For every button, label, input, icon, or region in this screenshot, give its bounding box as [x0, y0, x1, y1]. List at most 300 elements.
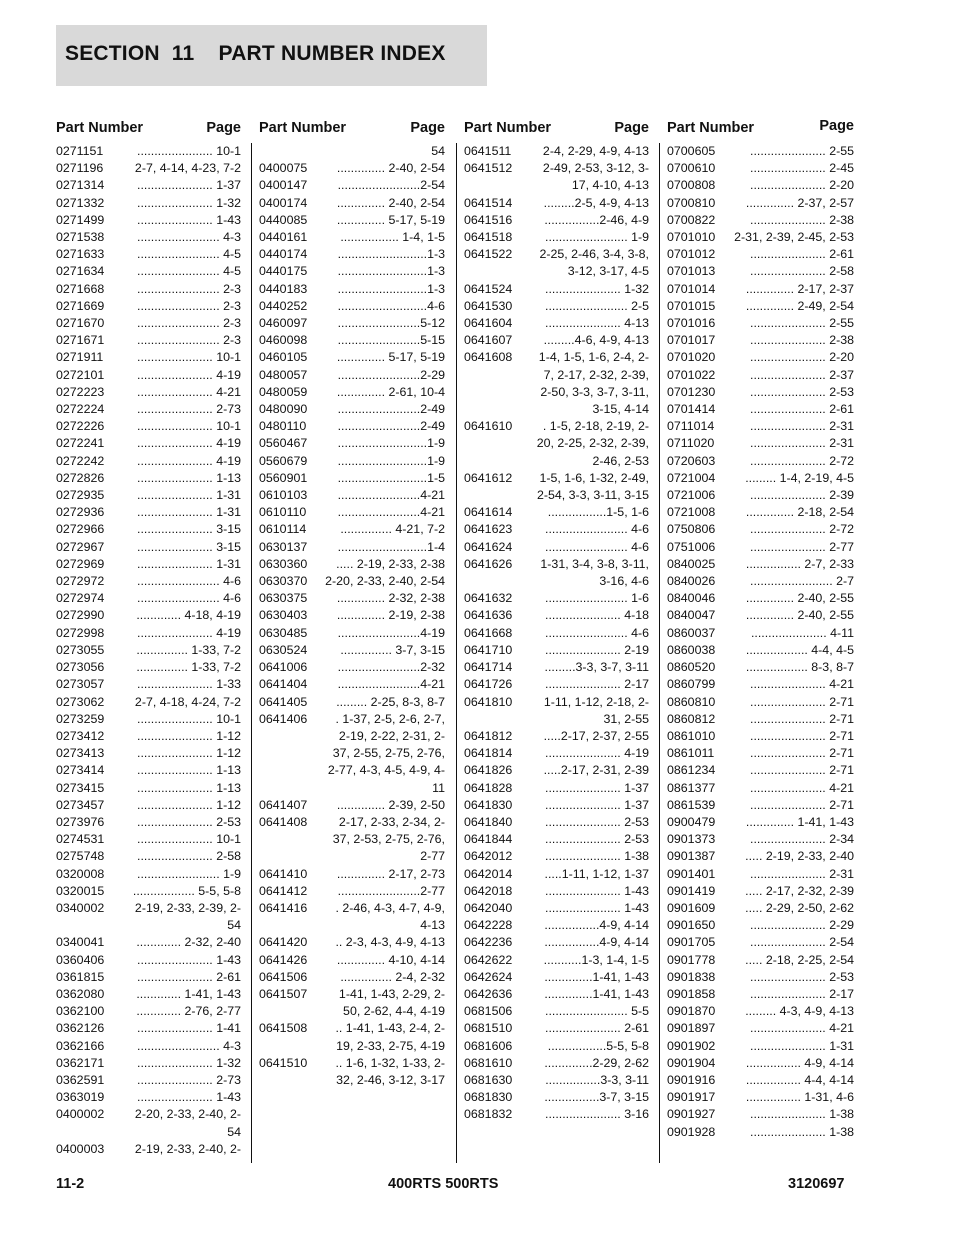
page-reference: 2-19, 2-33, 2-40, 2-	[134, 1141, 241, 1156]
index-entry	[667, 1124, 854, 1141]
index-entry	[259, 659, 445, 676]
page-reference: ................2-46, 4-9	[544, 212, 649, 227]
index-entry	[56, 952, 241, 969]
part-number: 0901858	[667, 986, 716, 1001]
index-entry	[464, 349, 649, 418]
index-entry	[56, 1003, 241, 1020]
page-reference: ........................ 4-6	[137, 574, 241, 589]
part-number: 0272990	[56, 608, 105, 623]
index-entry	[464, 229, 649, 246]
page-reference: 54	[431, 144, 445, 158]
index-entry	[464, 848, 649, 865]
index-entry	[259, 952, 445, 969]
part-number: 0400147	[259, 178, 308, 193]
index-entry	[667, 573, 854, 590]
index-entry	[56, 590, 241, 607]
page-reference: ...................... 4-18	[545, 608, 649, 623]
page-reference: ......... 1-4, 2-19, 4-5	[745, 470, 854, 485]
page-header: Page	[614, 120, 649, 136]
part-number: 0400003	[56, 1141, 105, 1156]
page-reference: ...................... 2-34	[750, 832, 854, 847]
page-reference: ...................... 2-71	[750, 746, 854, 761]
page-reference: ................ 2-7, 2-33	[745, 556, 854, 571]
page-reference: ........................ 1-9	[137, 866, 241, 881]
index-entry	[667, 676, 854, 693]
part-number: 0901927	[667, 1107, 716, 1122]
index-entry	[464, 504, 649, 521]
part-number: 0340041	[56, 935, 105, 950]
index-entry	[464, 780, 649, 797]
index-entry	[667, 900, 854, 917]
index-entry	[56, 521, 241, 538]
page-reference: ...................... 1-31	[750, 1038, 854, 1053]
page-reference: ...................... 4-21	[137, 384, 241, 399]
page-reference: .............. 2-40, 2-55	[745, 591, 854, 606]
page-reference: 2-20, 2-33, 2-40, 2-54	[134, 1107, 241, 1139]
page-reference: ...................... 3-16	[545, 1107, 649, 1122]
page-reference: ...................... 2-72	[750, 522, 854, 537]
page-reference: ..........................1-3	[337, 264, 445, 279]
page-reference: .............. 2-40, 2-54	[336, 195, 445, 210]
part-number: 0340002	[56, 900, 105, 915]
page-reference: ...................... 1-32	[545, 281, 649, 296]
index-entry	[667, 969, 854, 986]
page-reference: ..........................1-3	[337, 247, 445, 262]
index-entry	[56, 281, 241, 298]
part-number: 0721008	[667, 505, 716, 520]
index-entry	[667, 642, 854, 659]
index-entry	[56, 1055, 241, 1072]
part-number: 0720603	[667, 453, 716, 468]
page-reference: .............. 2-17, 2-73	[336, 866, 445, 881]
index-entry	[667, 831, 854, 848]
part-number: 0701013	[667, 264, 716, 279]
page-reference: ........................ 1-6	[545, 591, 649, 606]
part-number: 0700605	[667, 144, 716, 158]
page-reference: ........................ 2-5	[545, 298, 649, 313]
page-reference: ........................ 2-3	[137, 298, 241, 313]
part-number: 0641810	[464, 694, 513, 709]
index-entry	[667, 298, 854, 315]
index-entry	[464, 521, 649, 538]
part-number: 0901609	[667, 900, 716, 915]
index-entry	[464, 1003, 649, 1020]
column-divider	[251, 143, 252, 1163]
page-reference: ...................... 1-12	[137, 728, 241, 743]
page-reference: ...................... 2-53	[750, 384, 854, 399]
index-entry	[259, 367, 445, 384]
part-number: 0641610	[464, 419, 513, 434]
part-number: 0271669	[56, 298, 105, 313]
page-reference: ...................... 1-32	[137, 195, 241, 210]
part-number: 0440174	[259, 247, 308, 262]
index-entry	[56, 298, 241, 315]
part-number: 0641407	[259, 797, 308, 812]
page-reference: ..... 2-19, 2-33, 2-40	[745, 849, 854, 864]
index-entry	[56, 453, 241, 470]
part-number: 0362166	[56, 1038, 105, 1053]
page-reference: ...................... 10-1	[137, 832, 241, 847]
part-number: 0273976	[56, 814, 105, 829]
part-number: 0560679	[259, 453, 308, 468]
page-reference: ...................... 3-15	[137, 522, 241, 537]
index-entry	[667, 866, 854, 883]
part-number: 0362080	[56, 986, 105, 1001]
part-number: 0480057	[259, 367, 308, 382]
index-entry	[667, 212, 854, 229]
part-number: 0860799	[667, 677, 716, 692]
page-reference: ..... 2-29, 2-50, 2-62	[745, 900, 854, 915]
index-entry	[464, 332, 649, 349]
part-number: 0460097	[259, 316, 308, 331]
column-divider	[456, 143, 457, 1163]
entry-list	[56, 143, 241, 1158]
page-reference: ...................... 2-61	[137, 969, 241, 984]
index-entry	[464, 934, 649, 951]
index-entry	[56, 986, 241, 1003]
page-reference: .............. 2-49, 2-54	[745, 298, 854, 313]
page-reference: ............. 2-76, 2-77	[136, 1004, 241, 1019]
page-reference: ...................... 4-21	[750, 780, 854, 795]
index-entry	[56, 143, 241, 160]
page-reference: ...................... 2-31	[750, 436, 854, 451]
part-number: 0641522	[464, 247, 513, 262]
page-reference: ...................... 1-43	[137, 212, 241, 227]
part-number: 0860812	[667, 711, 716, 726]
part-number: 0480090	[259, 402, 308, 417]
page-reference: ........................4-21	[337, 488, 445, 503]
part-number: 0641844	[464, 832, 513, 847]
index-entry	[667, 160, 854, 177]
part-number: 0273457	[56, 797, 105, 812]
index-entry	[464, 246, 649, 280]
part-number: 0271668	[56, 281, 105, 296]
part-number: 0641614	[464, 505, 513, 520]
index-entry	[667, 315, 854, 332]
index-entry	[56, 762, 241, 779]
index-entry	[464, 917, 649, 934]
index-entry	[667, 1072, 854, 1089]
index-entry	[56, 866, 241, 883]
index-entry	[259, 969, 445, 986]
part-number: 0641516	[464, 212, 513, 227]
index-entry	[56, 607, 241, 624]
index-entry	[56, 349, 241, 366]
part-number: 0901650	[667, 918, 716, 933]
index-entry	[464, 831, 649, 848]
index-entry	[667, 1106, 854, 1123]
part-number: 0361815	[56, 969, 105, 984]
part-number: 0271671	[56, 333, 105, 348]
part-number: 0641420	[259, 935, 308, 950]
index-entry	[56, 900, 241, 934]
part-number: 0901904	[667, 1055, 716, 1070]
part-number: 0642040	[464, 900, 513, 915]
page-reference: 2-31, 2-39, 2-45, 2-53	[734, 230, 854, 245]
index-entry	[464, 281, 649, 298]
index-entry	[56, 487, 241, 504]
index-entry	[667, 711, 854, 728]
index-entry	[259, 246, 445, 263]
index-entry	[667, 521, 854, 538]
index-entry	[667, 1038, 854, 1055]
index-entry	[56, 367, 241, 384]
index-entry	[667, 177, 854, 194]
part-number: 0274531	[56, 832, 105, 847]
index-entry	[56, 332, 241, 349]
page-reference: ........................5-15	[337, 333, 445, 348]
page-reference: ...................... 2-31	[750, 866, 854, 881]
page-reference: ...................... 1-31	[137, 505, 241, 520]
index-entry	[259, 539, 445, 556]
index-entry	[259, 332, 445, 349]
page-reference: 2-49, 2-53, 3-12, 3-17, 4-10, 4-13	[542, 161, 649, 193]
page-reference: ........................ 2-3	[137, 281, 241, 296]
page-header: Page	[410, 120, 445, 136]
index-entry	[56, 315, 241, 332]
index-entry	[464, 539, 649, 556]
index-entry	[667, 694, 854, 711]
page-reference: ...................... 1-37	[545, 797, 649, 812]
index-entry	[259, 435, 445, 452]
page-reference: ............... 1-33, 7-2	[136, 660, 241, 675]
page-reference: ...................... 1-13	[137, 470, 241, 485]
index-entry	[259, 470, 445, 487]
index-column-1	[56, 120, 241, 1156]
page-reference: ........................ 4-6	[137, 591, 241, 606]
index-entry	[259, 625, 445, 642]
part-number: 0272972	[56, 574, 105, 589]
index-entry	[667, 848, 854, 865]
part-number: 0901928	[667, 1124, 716, 1139]
page-reference: ...................... 2-29	[750, 918, 854, 933]
page-reference: ................ 4-9, 4-14	[745, 1055, 854, 1070]
page-reference: .............. 2-40, 2-55	[745, 608, 854, 623]
part-number: 0901916	[667, 1072, 716, 1087]
index-entry	[464, 694, 649, 728]
part-number: 0641405	[259, 694, 308, 709]
page-reference: ...................... 2-31	[750, 419, 854, 434]
index-entry	[667, 539, 854, 556]
part-number: 0630485	[259, 625, 308, 640]
part-number: 0641514	[464, 195, 513, 210]
part-number: 0681832	[464, 1107, 513, 1122]
index-entry	[464, 952, 649, 969]
part-number: 0271151	[56, 144, 104, 158]
part-number: 0641511	[464, 144, 512, 158]
page-reference: ............. 2-32, 2-40	[136, 935, 241, 950]
part-number: 0440183	[259, 281, 308, 296]
part-number: 0641416	[259, 900, 308, 915]
index-entry	[56, 539, 241, 556]
index-entry	[667, 780, 854, 797]
page-reference: ................4-9, 4-14	[544, 935, 649, 950]
page-reference: ...................... 4-19	[137, 453, 241, 468]
part-number: 0275748	[56, 849, 105, 864]
index-entry	[259, 694, 445, 711]
page-reference: ...................... 2-37	[750, 367, 854, 382]
index-entry	[667, 418, 854, 435]
index-entry	[667, 367, 854, 384]
page-reference: ........................2-54	[337, 178, 445, 193]
page-reference: 2-7, 4-14, 4-23, 7-2	[134, 161, 241, 176]
page-reference: ...................... 4-21	[750, 1021, 854, 1036]
index-entry	[259, 315, 445, 332]
part-number: 0271911	[56, 350, 104, 365]
index-entry	[259, 866, 445, 883]
part-number: 0271332	[56, 195, 105, 210]
part-number: 0560901	[259, 470, 308, 485]
page-reference: ..... 2-19, 2-33, 2-38	[336, 556, 445, 571]
part-number: 0901373	[667, 832, 716, 847]
page-reference: ........................2-49	[337, 419, 445, 434]
part-number: 0272101	[56, 367, 105, 382]
part-number: 0750806	[667, 522, 716, 537]
page-reference: .............. 2-39, 2-50	[336, 797, 445, 812]
page-reference: ..............1-41, 1-43	[544, 986, 649, 1001]
page-reference: ...................... 2-58	[137, 849, 241, 864]
page-reference: ...................... 2-55	[750, 316, 854, 331]
page-reference: ...................... 2-38	[750, 333, 854, 348]
index-entry	[259, 900, 445, 934]
index-entry	[667, 745, 854, 762]
page-reference: ................4-9, 4-14	[544, 918, 649, 933]
page-reference: 2-25, 2-46, 3-4, 3-8, 3-12, 3-17, 4-5	[539, 247, 649, 279]
page-reference: ........................2-49	[337, 402, 445, 417]
index-entry	[56, 780, 241, 797]
part-number: 0861010	[667, 728, 716, 743]
page-reference: ........................ 2-3	[137, 316, 241, 331]
part-number: 0681506	[464, 1004, 513, 1019]
part-number: 0901705	[667, 935, 716, 950]
index-entry	[464, 470, 649, 504]
page-reference: ...................... 4-19	[137, 367, 241, 382]
index-entry	[464, 728, 649, 745]
part-number: 0273412	[56, 728, 105, 743]
index-entry	[464, 1055, 649, 1072]
page-reference: ...................... 2-61	[750, 247, 854, 262]
index-entry	[56, 969, 241, 986]
part-number: 0641668	[464, 625, 513, 640]
page-reference: ........................4-21	[337, 677, 445, 692]
page-reference: ...................... 2-71	[750, 694, 854, 709]
index-entry	[56, 1141, 241, 1158]
index-entry	[56, 1072, 241, 1089]
part-number: 0360406	[56, 952, 105, 967]
index-entry	[259, 160, 445, 177]
part-number: 0642012	[464, 849, 513, 864]
index-entry	[259, 212, 445, 229]
part-number: 0480059	[259, 384, 308, 399]
page-reference: ...................... 2-61	[545, 1021, 649, 1036]
part-number: 0711014	[667, 419, 715, 434]
part-number: 0272826	[56, 470, 105, 485]
page-reference: ........................2-29	[337, 367, 445, 382]
page-reference: . 2-46, 4-3, 4-7, 4-9, 4-13	[335, 900, 445, 933]
index-entry	[464, 418, 649, 470]
part-number: 0630370	[259, 574, 308, 589]
index-entry	[464, 986, 649, 1003]
index-entry	[259, 384, 445, 401]
page-reference: ...................... 2-53	[545, 832, 649, 847]
index-entry	[56, 263, 241, 280]
page-reference: ..........................1-9	[337, 453, 445, 468]
part-number: 0272966	[56, 522, 105, 537]
index-entry	[667, 986, 854, 1003]
part-number: 0400002	[56, 1107, 105, 1122]
part-number: 0362171	[56, 1055, 105, 1070]
index-entry	[667, 384, 854, 401]
page-reference: ...................... 1-13	[137, 763, 241, 778]
footer-doc-number: 3120697	[788, 1176, 845, 1192]
part-number: 0272242	[56, 453, 105, 468]
part-number: 0400075	[259, 161, 308, 176]
part-number: 0901917	[667, 1090, 716, 1105]
page-reference: ...................... 1-33	[137, 677, 241, 692]
index-entry	[56, 1106, 241, 1140]
page-reference: ...................... 2-71	[750, 711, 854, 726]
page-reference: ...................... 1-38	[750, 1124, 854, 1139]
part-number: 0711020	[667, 436, 715, 451]
index-entry	[56, 676, 241, 693]
page-reference: ............... 1-33, 7-2	[136, 642, 241, 657]
page-reference: .................1-5, 1-6	[547, 505, 649, 520]
page-reference: .........2-5, 4-9, 4-13	[543, 195, 649, 210]
index-entry	[667, 349, 854, 366]
page-header: Page	[206, 120, 241, 136]
page-reference: ...................... 2-71	[750, 797, 854, 812]
page-reference: 1-5, 1-6, 1-32, 2-49, 2-54, 3-3, 3-11, 3-15	[536, 470, 649, 503]
index-entry	[259, 143, 445, 160]
page-reference: ...................... 4-19	[545, 746, 649, 761]
part-number: 0641410	[259, 866, 308, 881]
index-entry	[464, 866, 649, 883]
page-reference: ...................... 1-13	[137, 780, 241, 795]
index-entry	[464, 607, 649, 624]
page-reference: .................. 8-3, 8-7	[745, 660, 854, 675]
index-entry	[56, 1020, 241, 1037]
column-header	[464, 120, 649, 140]
part-number: 0272936	[56, 505, 105, 520]
page-reference: 2-20, 2-33, 2-40, 2-54	[325, 574, 445, 589]
page-reference: ...................... 4-13	[545, 316, 649, 331]
index-entry	[56, 831, 241, 848]
part-number: 0860037	[667, 625, 716, 640]
page-reference: .....2-17, 2-37, 2-55	[543, 728, 649, 743]
part-number: 0700610	[667, 161, 716, 176]
page-reference: 2-4, 2-29, 4-9, 4-13	[542, 144, 649, 158]
page-reference: ..... 2-17, 2-32, 2-39	[745, 883, 854, 898]
page-reference: ........................ 1-9	[545, 230, 649, 245]
part-number-header: Part Number	[56, 120, 144, 136]
part-number-header: Part Number	[259, 120, 347, 136]
part-number: 0271314	[56, 178, 105, 193]
part-number: 0630403	[259, 608, 308, 623]
part-number: 0861539	[667, 797, 716, 812]
page-reference: ...................... 2-19	[545, 642, 649, 657]
part-number: 0271196	[56, 161, 104, 176]
index-entry	[667, 263, 854, 280]
index-entry	[259, 934, 445, 951]
index-column-2	[259, 120, 445, 1087]
part-number-header: Part Number	[464, 120, 552, 136]
index-entry	[464, 1038, 649, 1055]
part-number: 0273415	[56, 780, 105, 795]
index-entry	[56, 401, 241, 418]
index-entry	[667, 590, 854, 607]
part-number: 0641404	[259, 677, 308, 692]
part-number: 0642622	[464, 952, 513, 967]
